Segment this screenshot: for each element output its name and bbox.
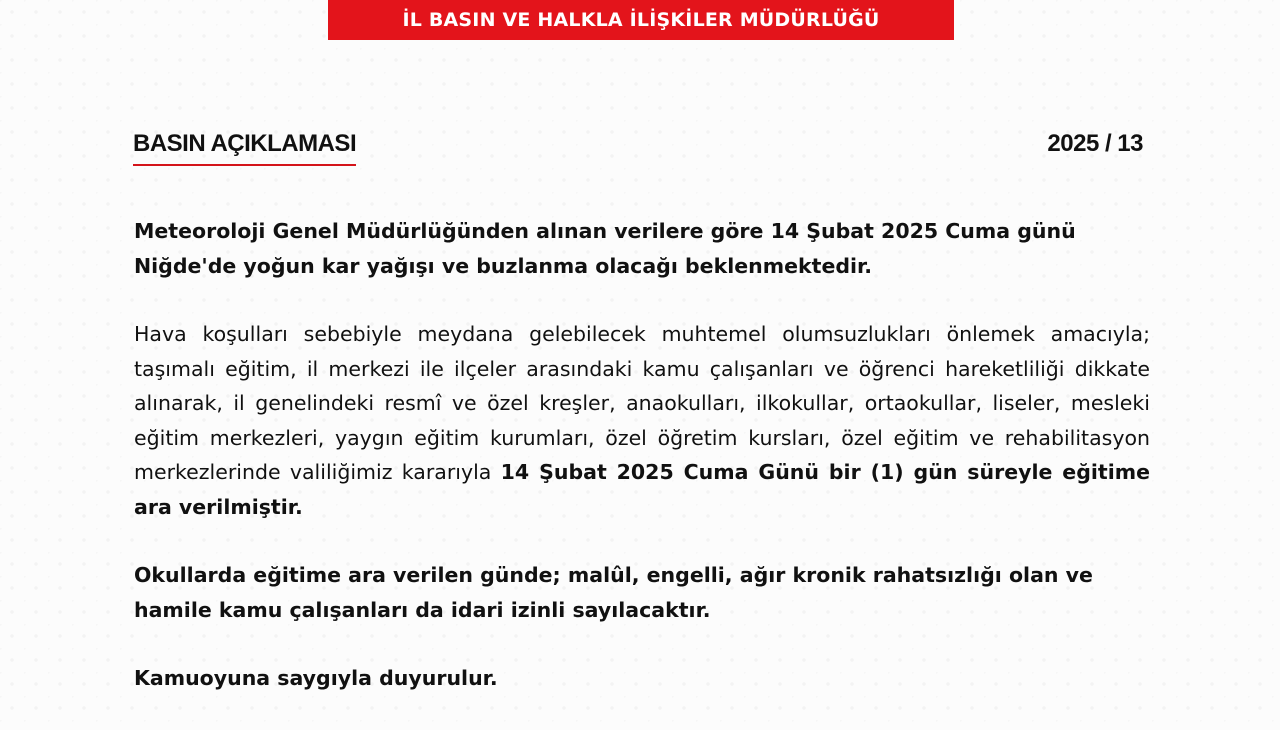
paragraph-leave: Okullarda eğitime ara verilen günde; malûl, engelli, ağır kronik rahatsızlığı olan ve hamile kamu çalışanları da idari izinli sayılacaktır.: [134, 563, 1093, 622]
paragraph-decision: [134, 317, 1150, 524]
paragraph-decision-text: Hava koşulları sebebiyle meydana gelebilecek muhtemel olumsuzlukları önlemek amacıyla; taşımalı eğitim, il merkezi ile ilçeler arasındaki kamu çalışanları ve öğrenci hareketliliği dikkate alınarak, il genelindeki resmî ve özel kreşler, anaokulları, ilkokullar, ortaokullar, liseler, mesleki eğitim merkezleri, yaygın eğitim kurumları, özel öğretim kursları, özel eğitim ve rehabilitasyon merkezlerinde valiliğimiz kararıyla: [134, 322, 1150, 484]
document-title: BASIN AÇIKLAMASI: [133, 130, 356, 166]
document-body: [134, 214, 1150, 730]
paragraph-closing: Kamuoyuna saygıyla duyurulur.: [134, 666, 498, 690]
header-banner: [328, 0, 954, 40]
paragraph-intro: Meteoroloji Genel Müdürlüğünden alınan verilere göre 14 Şubat 2025 Cuma günü Niğde'de yoğun kar yağışı ve buzlanma olacağı beklenmektedir.: [134, 219, 1076, 278]
paragraph-decision-highlight: 14 Şubat 2025 Cuma Günü bir (1) gün süreyle eğitime ara verilmiştir.: [134, 460, 1151, 519]
document-number: 2025 / 13: [1047, 130, 1143, 157]
banner-text: İL BASIN VE HALKLA İLİŞKİLER MÜDÜRLÜĞÜ: [402, 9, 880, 31]
